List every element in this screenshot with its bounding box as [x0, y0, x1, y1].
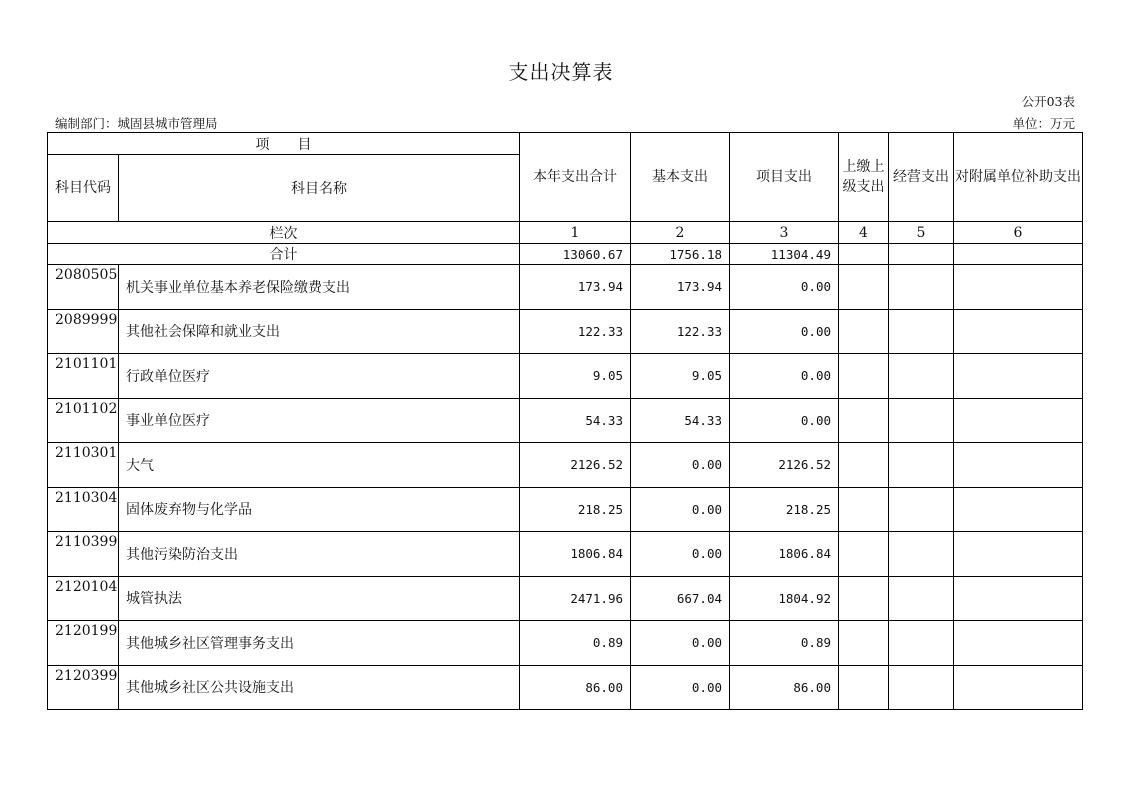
total-cell: 2126.52 [520, 443, 631, 488]
operation-cell [889, 487, 954, 532]
table-row [48, 398, 1083, 443]
department-label: 编制部门：城固县城市管理局 [55, 116, 218, 131]
subject-name-cell: 事业单位医疗 [119, 398, 520, 443]
unit-label: 单位：万元 [1012, 116, 1075, 131]
header-code: 科目代码 [48, 155, 119, 222]
subject-name-cell: 其他污染防治支出 [119, 532, 520, 577]
operation-cell [889, 576, 954, 621]
header-basic: 基本支出 [631, 133, 730, 222]
total-cell: 54.33 [520, 398, 631, 443]
operation-cell [889, 665, 954, 710]
upper-cell [839, 532, 889, 577]
total-label: 合计 [48, 244, 520, 265]
total-subsidy [954, 244, 1083, 265]
basic-cell: 122.33 [631, 309, 730, 354]
total-row [48, 244, 1083, 265]
subject-name-cell: 其他城乡社区管理事务支出 [119, 621, 520, 666]
subsidy-cell [954, 621, 1083, 666]
column-index-1: 1 [520, 222, 631, 244]
column-index-label: 栏次 [48, 222, 520, 244]
basic-cell: 9.05 [631, 354, 730, 399]
table-row [48, 354, 1083, 399]
subject-code-cell: 2120199 [48, 621, 119, 666]
total-operation [889, 244, 954, 265]
total-cell: 122.33 [520, 309, 631, 354]
form-number: 公开03表 [1021, 94, 1075, 109]
table-row [48, 621, 1083, 666]
upper-cell [839, 398, 889, 443]
total-cell: 9.05 [520, 354, 631, 399]
item-group-header: 项 目 [48, 133, 520, 155]
basic-cell: 173.94 [631, 265, 730, 310]
subsidy-cell [954, 309, 1083, 354]
subject-code-cell: 2101102 [48, 398, 119, 443]
column-index-4: 4 [839, 222, 889, 244]
subject-name-cell: 行政单位医疗 [119, 354, 520, 399]
operation-cell [889, 532, 954, 577]
upper-cell [839, 487, 889, 532]
operation-cell [889, 621, 954, 666]
subject-name-cell: 城管执法 [119, 576, 520, 621]
subject-code-cell: 2110301 [48, 443, 119, 488]
operation-cell [889, 265, 954, 310]
total-cell: 86.00 [520, 665, 631, 710]
subject-code-cell: 2120104 [48, 576, 119, 621]
subsidy-cell [954, 532, 1083, 577]
subject-code-cell: 2110399 [48, 532, 119, 577]
subject-name-cell: 固体废弃物与化学品 [119, 487, 520, 532]
table-row [48, 532, 1083, 577]
upper-cell [839, 621, 889, 666]
project-cell: 86.00 [730, 665, 839, 710]
subject-name-cell: 大气 [119, 443, 520, 488]
total-sum: 13060.67 [520, 244, 631, 265]
project-cell: 1804.92 [730, 576, 839, 621]
project-cell: 0.89 [730, 621, 839, 666]
table-row [48, 309, 1083, 354]
subsidy-cell [954, 265, 1083, 310]
subject-name-cell: 其他社会保障和就业支出 [119, 309, 520, 354]
basic-cell: 0.00 [631, 621, 730, 666]
table-row [48, 665, 1083, 710]
project-cell: 2126.52 [730, 443, 839, 488]
project-cell: 0.00 [730, 398, 839, 443]
expenditure-table [47, 132, 1083, 710]
table-row [48, 443, 1083, 488]
header-operation: 经营支出 [889, 133, 954, 222]
total-basic: 1756.18 [631, 244, 730, 265]
total-cell: 1806.84 [520, 532, 631, 577]
column-index-5: 5 [889, 222, 954, 244]
basic-cell: 0.00 [631, 443, 730, 488]
operation-cell [889, 354, 954, 399]
subsidy-cell [954, 443, 1083, 488]
header-name: 科目名称 [119, 155, 520, 222]
upper-cell [839, 443, 889, 488]
subject-code-cell: 2089999 [48, 309, 119, 354]
total-upper [839, 244, 889, 265]
total-cell: 218.25 [520, 487, 631, 532]
basic-cell: 0.00 [631, 532, 730, 577]
subject-name-cell: 机关事业单位基本养老保险缴费支出 [119, 265, 520, 310]
upper-cell [839, 354, 889, 399]
operation-cell [889, 309, 954, 354]
column-index-6: 6 [954, 222, 1083, 244]
project-cell: 218.25 [730, 487, 839, 532]
project-cell: 1806.84 [730, 532, 839, 577]
subsidy-cell [954, 398, 1083, 443]
subsidy-cell [954, 665, 1083, 710]
project-cell: 0.00 [730, 309, 839, 354]
header-project: 项目支出 [730, 133, 839, 222]
basic-cell: 667.04 [631, 576, 730, 621]
operation-cell [889, 398, 954, 443]
header-upper: 上缴上级支出 [839, 133, 889, 222]
upper-cell [839, 665, 889, 710]
total-cell: 173.94 [520, 265, 631, 310]
subsidy-cell [954, 354, 1083, 399]
header-total: 本年支出合计 [520, 133, 631, 222]
upper-cell [839, 576, 889, 621]
table-row [48, 487, 1083, 532]
basic-cell: 54.33 [631, 398, 730, 443]
column-index-2: 2 [631, 222, 730, 244]
subject-code-cell: 2101101 [48, 354, 119, 399]
operation-cell [889, 443, 954, 488]
subject-code-cell: 2110304 [48, 487, 119, 532]
subject-name-cell: 其他城乡社区公共设施支出 [119, 665, 520, 710]
basic-cell: 0.00 [631, 665, 730, 710]
project-cell: 0.00 [730, 354, 839, 399]
subject-code-cell: 2080505 [48, 265, 119, 310]
total-project: 11304.49 [730, 244, 839, 265]
column-index-row [48, 222, 1083, 244]
project-cell: 0.00 [730, 265, 839, 310]
subsidy-cell [954, 576, 1083, 621]
column-index-3: 3 [730, 222, 839, 244]
upper-cell [839, 265, 889, 310]
subsidy-cell [954, 487, 1083, 532]
upper-cell [839, 309, 889, 354]
table-row [48, 576, 1083, 621]
basic-cell: 0.00 [631, 487, 730, 532]
page-title: 支出决算表 [508, 60, 614, 84]
subject-code-cell: 2120399 [48, 665, 119, 710]
header-subsidy: 对附属单位补助支出 [954, 133, 1083, 222]
table-row [48, 265, 1083, 310]
total-cell: 0.89 [520, 621, 631, 666]
total-cell: 2471.96 [520, 576, 631, 621]
